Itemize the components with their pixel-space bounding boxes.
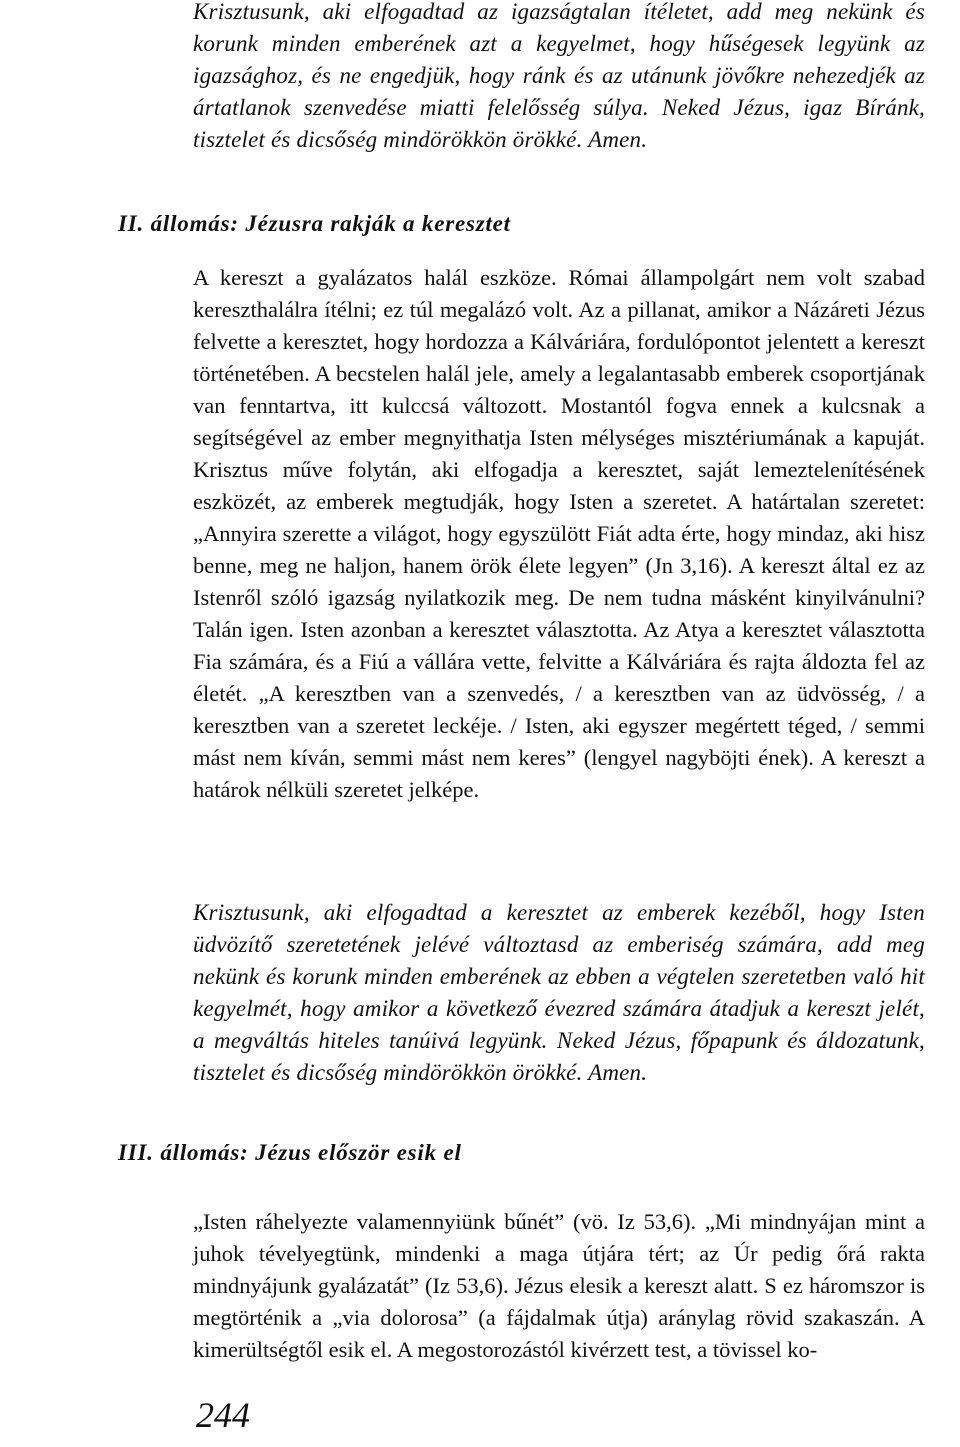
- station-2-prayer: Krisztusunk, aki elfogadtad a keresztet az emberek kezéből, hogy Isten üdvözítő szeretetének jelévé változtasd az emberiség számára, add meg nekünk és korunk minden emberének az ebben a végtelen szeretetben való hit kegyelmét, hogy amikor a következő évezred számára átadjuk a kereszt jelét, a megváltás hiteles tanúivá legyünk. Neked Jézus, főpapunk és áldozatunk, tisztelet és dicsőség mindörökkön örökké. Amen.: [193, 900, 925, 1085]
- station-3-number: III.: [118, 1140, 154, 1165]
- station-3-title: állomás: Jézus először esik el: [160, 1140, 462, 1165]
- closing-prayer-station-1: Krisztusunk, aki elfogadtad az igazságtalan ítéletet, add meg nekünk és korunk minden emberének azt a kegyelmet, hogy hűségesek legyünk az igazsághoz, és ne engedjük, hogy ránk és az utánunk jövőkre nehezedjék az ártatlanok szenvedése miatti felelősség súlya. Neked Jézus, igaz Bíránk, tisztelet és dicsőség mindörökkön örökké. Amen.: [193, 0, 925, 152]
- station-3-meditation: „Isten ráhelyezte valamennyiünk bűnét” (vö. Iz 53,6). „Mi mindnyájan mint a juhok tévelyegtünk, mindenki a maga útjára tért; az Úr pedig őrá rakta mindnyájunk gyalázatát” (Iz 53,6). Jézus elesik a kereszt alatt. S ez háromszor is megtörténik a „via dolorosa” (a fájdalmak útja) aránylag rövid szakaszán. A kimerültségtől esik el. A megostorozástól kivérzett test, a tövissel ko-: [193, 1209, 925, 1362]
- station-3-heading: [118, 1138, 462, 1168]
- station-2-number: II.: [118, 211, 145, 236]
- station-2-title: állomás: Jézusra rakják a keresztet: [150, 211, 511, 236]
- page-number: 244: [196, 1395, 250, 1435]
- station-2-meditation: A kereszt a gyalázatos halál eszköze. Római állampolgárt nem volt szabad kereszthalálra ítélni; ez túl megalázó volt. Az a pillanat, amikor a Názáreti Jézus felvette a keresztet, hogy hordozza a Kálváriára, fordulópontot jelentett a kereszt történetében. A becstelen halál jele, amely a legalantasabb emberek csoportjának van fenntartva, itt kulccsá változott. Mostantól fogva ennek a kulcsnak a segítségével az ember megnyithatja Isten mélységes misztériumának a kapuját. Krisztus műve folytán, aki elfogadja a keresztet, saját lemeztelenítésének eszközét, az emberek megtudják, hogy Isten a szeretet. A határtalan szeretet: „Annyira szerette a világot, hogy egyszülött Fiát adta érte, hogy mindaz, aki hisz benne, meg ne haljon, hanem örök élete legyen” (Jn 3,16). A kereszt által ez az Istenről szóló igazság nyilatkozik meg. De nem tudna másként kinyilvánulni? Talán igen. Isten azonban a keresztet választotta. Az Atya a keresztet választotta Fia számára, és a Fiú a vállára vette, felvitte a Kálváriára és rajta áldozta fel az életét. „A keresztben van a szenvedés, / a keresztben van az üdvösség, / a keresztben van a szeretet leckéje. / Isten, aki egyszer megértett téged, / semmi mást nem kíván, semmi mást nem keres” (lengyel nagyböjti ének). A kereszt a határok nélküli szeretet jelképe.: [193, 265, 925, 802]
- station-2-heading: [118, 209, 511, 239]
